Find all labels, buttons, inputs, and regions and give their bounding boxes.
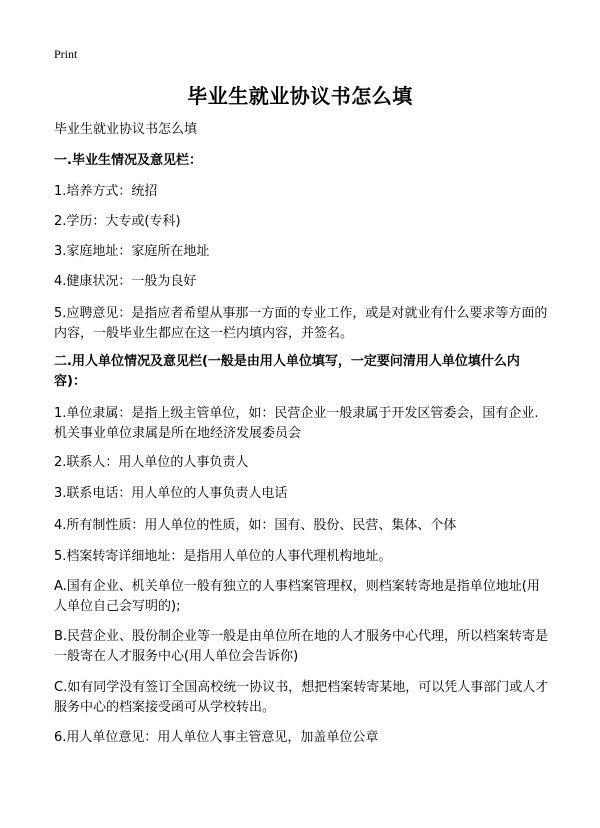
paragraph-9: 4.所有制性质：用人单位的性质，如：国有、股份、民营、集体、个体 bbox=[54, 518, 457, 533]
paragraph-13: C.如有同学没有签订全国高校统一协议书，想把档案转寄某地，可以凭人事部门或人才服务中心的档案接受函可从学校转出。 bbox=[54, 680, 549, 715]
paragraph-5: 5.应聘意见：是指应者希望从事那一方面的专业工作，或是对就业有什么要求等方面的内容，一般毕业生都应在这一栏内填内容，并签名。 bbox=[54, 306, 548, 341]
paragraph-4: 4.健康状况：一般为良好 bbox=[54, 274, 197, 289]
section-heading-1: 一.毕业生情况及意见栏： bbox=[54, 153, 202, 168]
section-heading-2: 二.用人单位情况及意见栏(一般是由用人单位填写，一定要问清用人单位填什么内容)： bbox=[54, 354, 520, 389]
paragraph-2: 2.学历：大专或(专科) bbox=[54, 214, 181, 229]
page-title: 毕业生就业协议书怎么填 bbox=[187, 84, 413, 108]
paragraph-6: 1.单位隶属：是指上级主管单位，如：民营企业一般隶属于开发区管委会，国有企业.机关事业单位隶属是所在地经济发展委员会 bbox=[54, 406, 539, 441]
paragraph-7: 2.联系人：用人单位的人事负责人 bbox=[54, 455, 249, 470]
paragraph-14: 6.用人单位意见：用人单位人事主管意见，加盖单位公章 bbox=[54, 730, 379, 745]
print-label[interactable]: Print bbox=[54, 47, 78, 61]
paragraph-1: 1.培养方式：统招 bbox=[54, 184, 158, 199]
paragraph-12: B.民营企业、股份制企业等一般是由单位所在地的人才服务中心代理，所以档案转寄是一般寄在人才服务中心(用人单位会告诉你) bbox=[54, 629, 549, 664]
paragraph-10: 5.档案转寄详细地址：是指用人单位的人事代理机构地址。 bbox=[54, 549, 392, 564]
paragraph-11: A.国有企业、机关单位一般有独立的人事档案管理权，则档案转寄地是指单位地址(用人单位自己会写明的); bbox=[54, 579, 540, 614]
document-subtitle: 毕业生就业协议书怎么填 bbox=[54, 122, 198, 137]
paragraph-3: 3.家庭地址：家庭所在地址 bbox=[54, 244, 210, 259]
paragraph-8: 3.联系电话：用人单位的人事负责人电话 bbox=[54, 486, 288, 501]
